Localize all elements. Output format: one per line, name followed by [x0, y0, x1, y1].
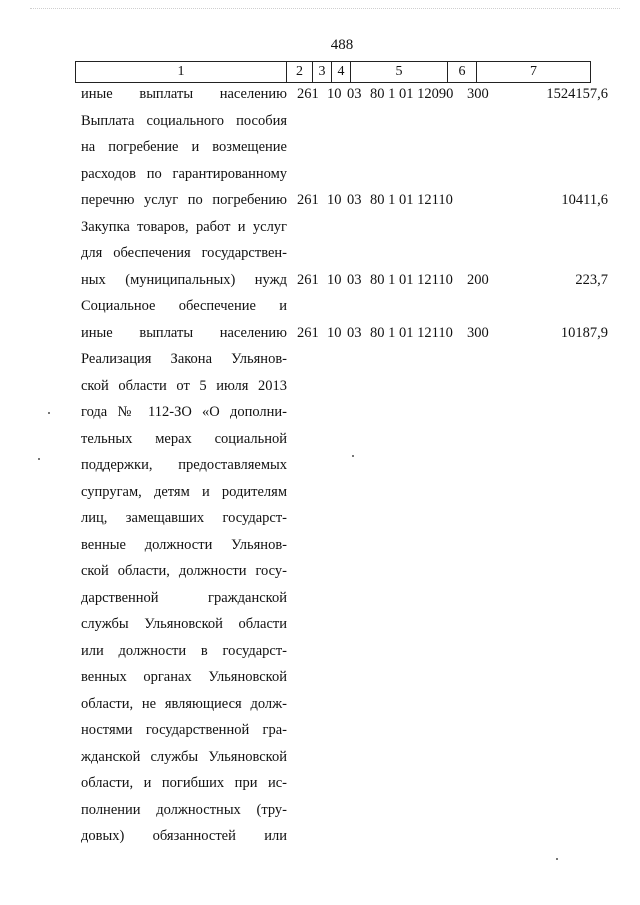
cell-c5: 80 1 01 12110	[370, 324, 453, 341]
table-row	[0, 452, 640, 478]
row-description: полнении должностных (тру-	[81, 801, 287, 818]
row-description: или должности в государст-	[81, 642, 287, 659]
cell-c3: 10	[327, 271, 342, 288]
table-row	[0, 717, 640, 743]
row-description: области, не являющиеся долж-	[81, 695, 287, 712]
cell-c7: 10411,6	[561, 192, 608, 208]
row-description: жданской службы Ульяновской	[81, 748, 287, 765]
cell-c5: 80 1 01 12110	[370, 192, 453, 208]
column-header-2: 2	[287, 62, 313, 83]
row-description: Закупка товаров, работ и услуг	[81, 218, 287, 235]
cell-c4: 03	[347, 86, 362, 102]
table-row	[0, 240, 640, 266]
cell-c2: 261	[297, 192, 319, 208]
column-header-7: 7	[477, 62, 591, 83]
row-description: супругам, детям и родителям	[81, 483, 287, 500]
row-description: дарственной гражданской	[81, 589, 287, 606]
column-header-1: 1	[76, 62, 287, 83]
table-row	[0, 134, 640, 160]
table-row	[0, 744, 640, 770]
row-description: ской области от 5 июля 2013	[81, 377, 287, 394]
table-row	[0, 293, 640, 319]
cell-c5: 80 1 01 12090	[370, 86, 454, 102]
table-row	[0, 611, 640, 637]
cell-c6: 200	[467, 271, 489, 288]
row-description: лиц, замещавших государст-	[81, 510, 287, 526]
cell-c3: 10	[327, 324, 342, 341]
cell-c3: 10	[327, 192, 342, 208]
row-description: венных органах Ульяновской	[81, 669, 287, 685]
table-row	[0, 81, 640, 107]
table-row	[0, 320, 640, 346]
cell-c7: 223,7	[575, 271, 608, 288]
row-description: венные должности Ульянов-	[81, 536, 287, 553]
row-description: перечню услуг по погребению	[81, 192, 287, 208]
scan-speck	[556, 858, 558, 860]
row-description: года № 112-ЗО «О дополни-	[81, 404, 287, 420]
table-row	[0, 664, 640, 690]
cell-c4: 03	[347, 324, 362, 341]
cell-c2: 261	[297, 271, 319, 288]
row-description: Выплата социального пособия	[81, 112, 287, 129]
column-header-table	[75, 61, 591, 83]
table-row	[0, 161, 640, 187]
cell-c4: 03	[347, 271, 362, 288]
row-description: иные выплаты населению	[81, 324, 287, 341]
table-row	[0, 214, 640, 240]
row-description: ных (муниципальных) нужд	[81, 271, 287, 288]
scan-speck	[38, 458, 40, 460]
column-header-row	[76, 62, 591, 83]
scan-speck	[48, 412, 50, 414]
row-description: довых) обязанностей или	[81, 828, 287, 844]
cell-c2: 261	[297, 86, 319, 102]
row-description: поддержки, предоставляемых	[81, 457, 287, 473]
row-description: иные выплаты населению	[81, 86, 287, 102]
table-row	[0, 638, 640, 664]
scan-edge-line	[30, 8, 620, 10]
row-description: расходов по гарантированному	[81, 165, 287, 182]
table-row	[0, 691, 640, 717]
table-row	[0, 187, 640, 213]
table-row	[0, 532, 640, 558]
table-row	[0, 267, 640, 293]
row-description: Реализация Закона Ульянов-	[81, 351, 287, 367]
table-row	[0, 823, 640, 849]
row-description: на погребение и возмещение	[81, 139, 287, 155]
cell-c2: 261	[297, 324, 319, 341]
column-header-3: 3	[313, 62, 332, 83]
row-description: Социальное обеспечение и	[81, 298, 287, 314]
column-header-6: 6	[448, 62, 477, 83]
row-description: для обеспечения государствен-	[81, 245, 287, 261]
column-header-5: 5	[351, 62, 448, 83]
scan-speck	[352, 455, 354, 457]
cell-c7: 1524157,6	[546, 86, 608, 102]
table-row	[0, 479, 640, 505]
row-description: ностями государственной гра-	[81, 722, 287, 738]
table-row	[0, 399, 640, 425]
page-number: 488	[330, 37, 354, 53]
cell-c6: 300	[467, 324, 489, 341]
table-row	[0, 373, 640, 399]
table-row	[0, 108, 640, 134]
cell-c7: 10187,9	[560, 324, 608, 341]
row-description: тельных мерах социальной	[81, 430, 287, 447]
row-description: области, и погибших при ис-	[81, 775, 287, 791]
cell-c3: 10	[327, 86, 342, 102]
row-description: службы Ульяновской области	[81, 616, 287, 632]
table-row	[0, 426, 640, 452]
column-header-4: 4	[332, 62, 351, 83]
cell-c5: 80 1 01 12110	[370, 271, 453, 288]
cell-c6: 300	[467, 86, 489, 102]
table-row	[0, 346, 640, 372]
cell-c4: 03	[347, 192, 362, 208]
table-row	[0, 558, 640, 584]
table-row	[0, 770, 640, 796]
row-description: ской области, должности госу-	[81, 563, 287, 579]
table-row	[0, 585, 640, 611]
table-row	[0, 505, 640, 531]
table-row	[0, 797, 640, 823]
